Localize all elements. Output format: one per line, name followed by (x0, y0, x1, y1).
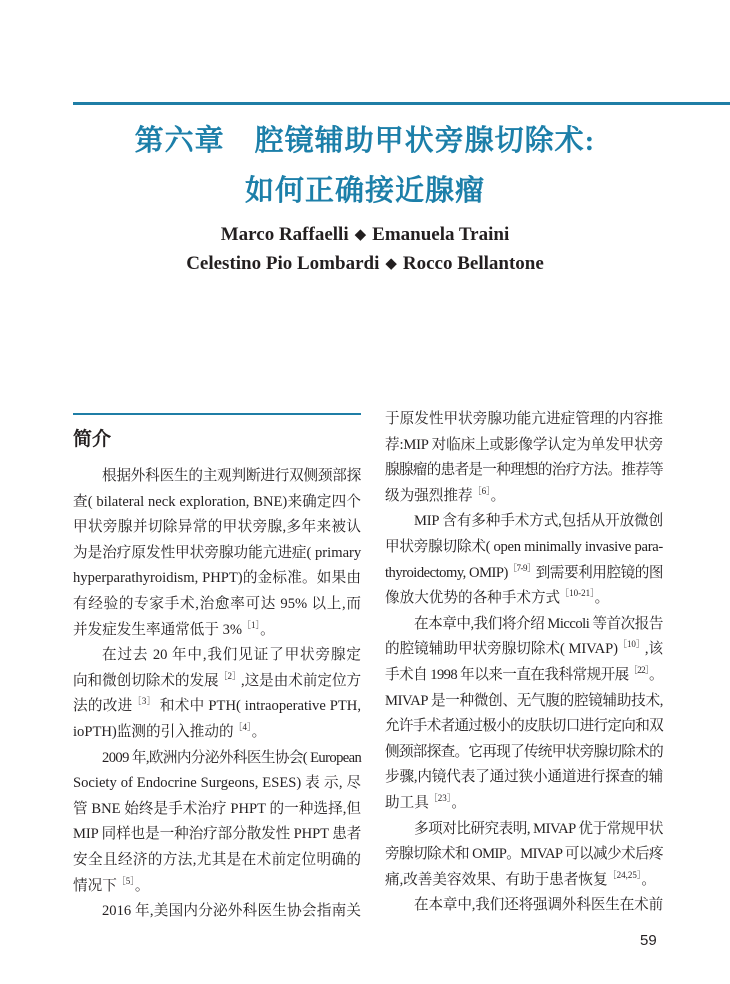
text-line (73, 643, 361, 669)
text-line (385, 484, 663, 510)
line-text: 在本章中,我们将介绍 Miccoli 等首次报告 (414, 615, 663, 632)
text-line (385, 433, 663, 459)
text-line (385, 637, 663, 663)
line-text-tail: 。 (490, 487, 506, 504)
line-text: 于原发性甲状旁腺功能亢进症管理的内容推 (385, 411, 663, 427)
line-text: 腺腺瘤的患者是一种理想的治疗方法。推荐等 (385, 462, 663, 479)
line-text: 为是治疗原发性甲状旁腺功能亢进症( primary (73, 544, 362, 561)
text-line (73, 720, 361, 746)
chapter-title-line-2: 如何正确接近腺瘤 (244, 175, 485, 207)
text-line (73, 694, 361, 720)
line-text: 在过去 20 年中,我们见证了甲状旁腺定 (102, 647, 361, 664)
line-text-tail: 。 (649, 666, 663, 683)
text-line (73, 490, 361, 516)
line-text: 痛,改善美容效果、有助于患者恢复 (385, 871, 608, 888)
text-line (385, 714, 663, 740)
text-line (73, 592, 361, 618)
text-line (73, 746, 361, 772)
citation-reference: ［3］ (132, 696, 156, 707)
line-text-tail: 。 (251, 723, 267, 740)
text-line (385, 535, 663, 561)
line-text: 向和微创切除术的发展 (73, 672, 219, 689)
line-text: 助工具 (385, 794, 429, 811)
text-line (385, 689, 663, 715)
citation-reference: ［23］ (428, 792, 452, 803)
text-line (73, 822, 361, 848)
text-line (73, 464, 361, 490)
line-text: 2016 年,美国内分泌外科医生协会指南关 (102, 903, 361, 920)
line-text: 侧颈部探查。它再现了传统甲状旁腺切除术的 (385, 743, 663, 760)
text-line (385, 612, 663, 638)
text-line (385, 586, 663, 612)
line-text: ioPTH)监测的引入推动的 (73, 723, 234, 740)
section-rule (73, 413, 361, 415)
author-name: Celestino Pio Lombardi (186, 253, 380, 274)
line-text: 并发症发生率通常低于 3% (73, 621, 243, 638)
text-line (73, 771, 361, 797)
text-line (385, 765, 663, 791)
text-line (73, 618, 361, 644)
chapter-title-line-1: 第六章 腔镜辅助甲状旁腺切除术: (134, 125, 596, 157)
text-line (385, 817, 663, 843)
line-text: 法的改进 (73, 698, 133, 715)
line-text-tail: 到需要利用腔镜的图 (535, 564, 663, 581)
citation-reference: ［10］ (617, 639, 645, 650)
citation-reference: ［6］ (472, 485, 491, 496)
line-text: thyroidectomy, OMIP) (385, 564, 508, 581)
line-text-tail: ,该 (644, 641, 663, 658)
line-text: 荐:MIP 对临床上或影像学认定为单发甲状旁 (385, 436, 663, 453)
line-text-tail: 。 (641, 871, 656, 888)
line-text-tail: 。 (451, 794, 466, 811)
text-line (385, 893, 663, 919)
text-line (73, 541, 361, 567)
citation-reference: ［24,25］ (607, 869, 642, 880)
text-line (385, 842, 663, 868)
line-text: 在本章中,我们还将强调外科医生在术前 (414, 897, 663, 914)
line-text: 步骤,内镜代表了通过狭小通道进行探查的辅 (385, 769, 663, 786)
line-text: 旁腺切除术和 OMIP。MIVAP 可以减少术后疼 (385, 846, 663, 863)
line-text: 安全且经济的方法,尤其是在术前定位明确的 (73, 851, 361, 868)
citation-reference: ［22］ (628, 664, 649, 675)
text-line (385, 868, 663, 894)
text-line (385, 509, 663, 535)
line-text: 像放大优势的各种手术方式 (385, 590, 561, 607)
line-text-tail: ,这是由术前定位方 (241, 672, 362, 689)
line-text: MIP 同样也是一种治疗部分散发性 PHPT 患者 (73, 826, 362, 843)
line-text: 甲状旁腺切除术( open minimally invasive para- (385, 538, 663, 555)
text-line (73, 899, 361, 925)
line-text: MIP 含有多种手术方式,包括从开放微创 (414, 513, 663, 530)
text-line (73, 848, 361, 874)
text-line (73, 874, 361, 900)
text-line (385, 791, 663, 817)
citation-reference: ［7-9］ (507, 562, 536, 573)
section-heading: 简介 (73, 429, 112, 450)
line-text: 甲状旁腺并切除异常的甲状旁腺,多年来被认 (73, 519, 361, 536)
citation-reference: ［2］ (218, 670, 241, 681)
citation-reference: ［10-21］ (560, 588, 595, 599)
line-text: 级为强烈推荐 (385, 487, 473, 504)
left-text-column (73, 464, 361, 925)
text-line (385, 407, 663, 433)
line-text: 允许手术者通过极小的皮肤切口进行定向和双 (385, 718, 663, 735)
author-name: Rocco Bellantone (402, 253, 544, 274)
text-line (385, 561, 663, 587)
text-line (385, 740, 663, 766)
diamond-separator-icon: ◆ (354, 227, 367, 243)
author-name: Marco Raffaelli (220, 224, 349, 245)
page-number: 59 (640, 932, 657, 949)
line-text: 情况下 (73, 877, 117, 894)
citation-reference: ［5］ (116, 875, 135, 886)
line-text: Society of Endocrine Surgeons, ESES) 表 示, 尽 (73, 775, 361, 792)
line-text: 根据外科医生的主观判断进行双侧颈部探 (102, 468, 362, 484)
text-line (385, 663, 663, 689)
line-text: 查( bilateral neck exploration, BNE)来确定四个 (73, 493, 361, 510)
line-text: 手术自 1998 年以来一直在我科常规开展 (385, 666, 629, 683)
line-text: MIVAP 是一种微创、无气腹的腔镜辅助技术, (385, 692, 663, 709)
line-text-tail: 和术中 PTH( intraoperative PTH, (155, 698, 361, 715)
text-line (73, 515, 361, 541)
line-text: 的腔镜辅助甲状旁腺切除术( MIVAP) (385, 641, 618, 658)
authors-line-2 (0, 253, 730, 275)
text-line (73, 669, 361, 695)
chapter-top-rule (73, 102, 730, 105)
line-text-tail: 。 (260, 621, 275, 638)
line-text: 管 BNE 始终是手术治疗 PHPT 的一种选择,但 (73, 800, 361, 817)
diamond-separator-icon: ◆ (385, 256, 397, 272)
right-text-column (385, 407, 663, 919)
author-name: Emanuela Traini (372, 224, 510, 245)
citation-reference: ［4］ (233, 721, 252, 732)
text-line (73, 566, 361, 592)
line-text: hyperparathyroidism, PHPT)的金标准。如果由 (73, 570, 361, 587)
text-line (73, 797, 361, 823)
authors-line-1 (0, 224, 730, 246)
text-line (385, 458, 663, 484)
line-text: 多项对比研究表明, MIVAP 优于常规甲状 (414, 820, 663, 837)
line-text: 2009 年,欧洲内分泌外科医生协会( European (102, 749, 362, 766)
line-text: 有经验的专家手术,治愈率可达 95% 以上,而 (73, 595, 361, 612)
line-text-tail: 。 (134, 877, 150, 894)
citation-reference: ［1］ (242, 619, 261, 630)
line-text-tail: 。 (594, 590, 610, 607)
